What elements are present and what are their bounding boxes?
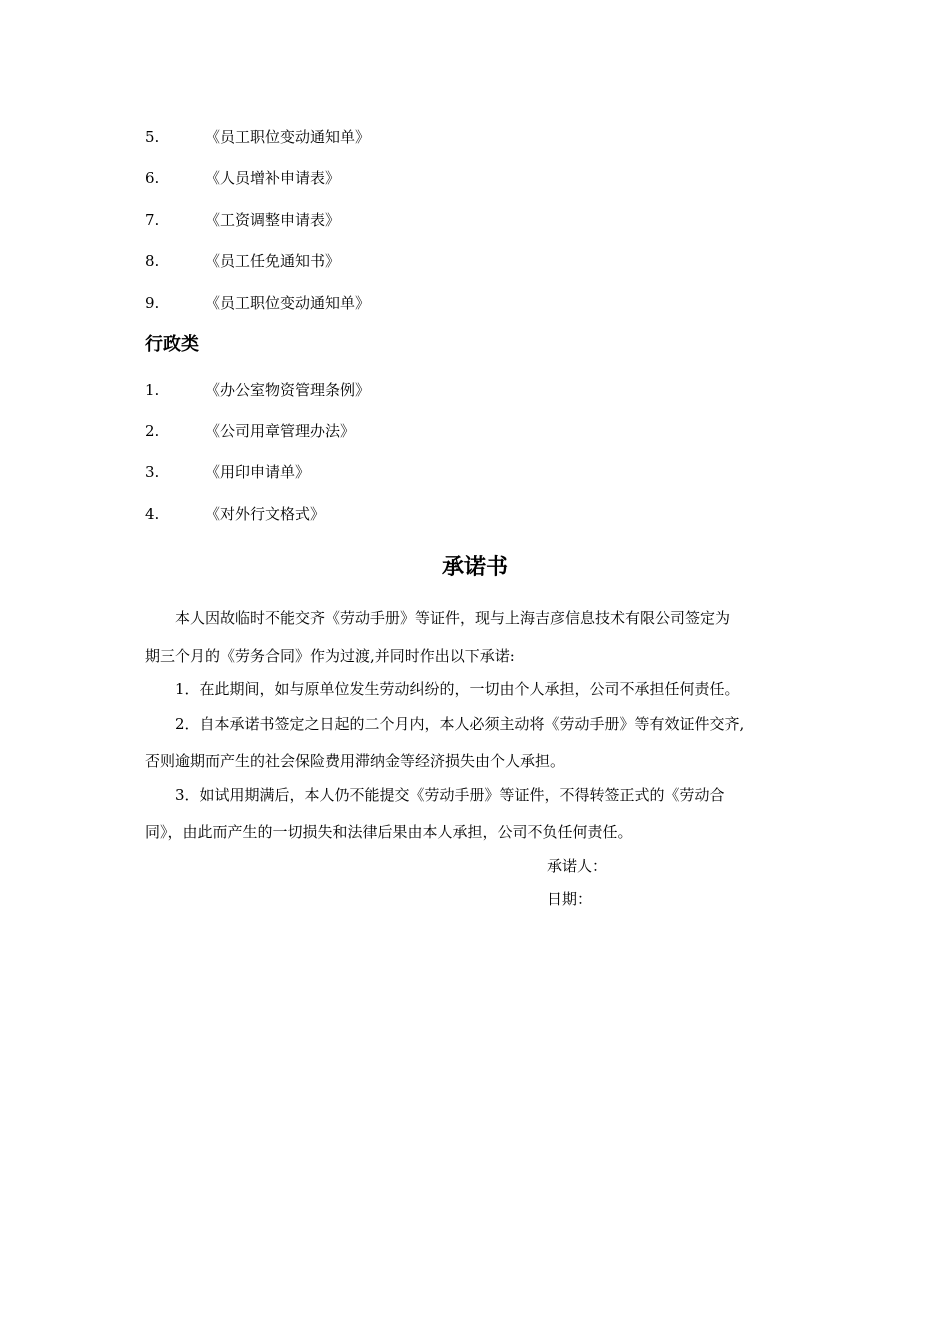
signer-label: 承诺人：: [547, 857, 608, 875]
list-item-number: 8.: [145, 252, 160, 270]
list-item-number: 4.: [145, 505, 160, 523]
list-item-text: 《工资调整申请表》: [205, 211, 341, 229]
list-item-number: 1.: [145, 381, 160, 399]
list-item-text: 《员工任免通知书》: [205, 252, 341, 270]
pledge-line: 1．在此期间，如与原单位发生劳动纠纷的，一切由个人承担，公司不承担任何责任。: [175, 680, 740, 698]
pledge-line: 3．如试用期满后，本人仍不能提交《劳动手册》等证件，不得转签正式的《劳动合: [175, 786, 725, 804]
list-item-text: 《员工职位变动通知单》: [205, 128, 371, 146]
list-item-text: 《对外行文格式》: [205, 505, 326, 523]
list-item-text: 《公司用章管理办法》: [205, 422, 356, 440]
pledge-line: 期三个月的《劳务合同》作为过渡,并同时作出以下承诺:: [145, 647, 515, 665]
list-item-number: 5.: [145, 128, 160, 146]
list-item-number: 6.: [145, 169, 160, 187]
pledge-line: 本人因故临时不能交齐《劳动手册》等证件，现与上海吉彦信息技术有限公司签定为: [175, 609, 731, 627]
list-item-text: 《员工职位变动通知单》: [205, 294, 371, 312]
list-item-number: 7.: [145, 211, 160, 229]
pledge-line: 否则逾期而产生的社会保险费用滞纳金等经济损失由个人承担。: [145, 752, 566, 770]
list-item-text: 《用印申请单》: [205, 463, 311, 481]
section-heading: 行政类: [145, 334, 199, 355]
document-title: 承诺书: [441, 555, 508, 580]
list-item-number: 2.: [145, 422, 160, 440]
list-item-number: 3.: [145, 463, 160, 481]
list-item-text: 《人员增补申请表》: [205, 169, 341, 187]
list-item-number: 9.: [145, 294, 160, 312]
list-item-text: 《办公室物资管理条例》: [205, 381, 371, 399]
pledge-line: 同》，由此而产生的一切损失和法律后果由本人承担，公司不负任何责任。: [145, 823, 633, 841]
date-label: 日期：: [547, 890, 593, 908]
pledge-line: 2．自本承诺书签定之日起的二个月内，本人必须主动将《劳动手册》等有效证件交齐,: [175, 715, 745, 733]
